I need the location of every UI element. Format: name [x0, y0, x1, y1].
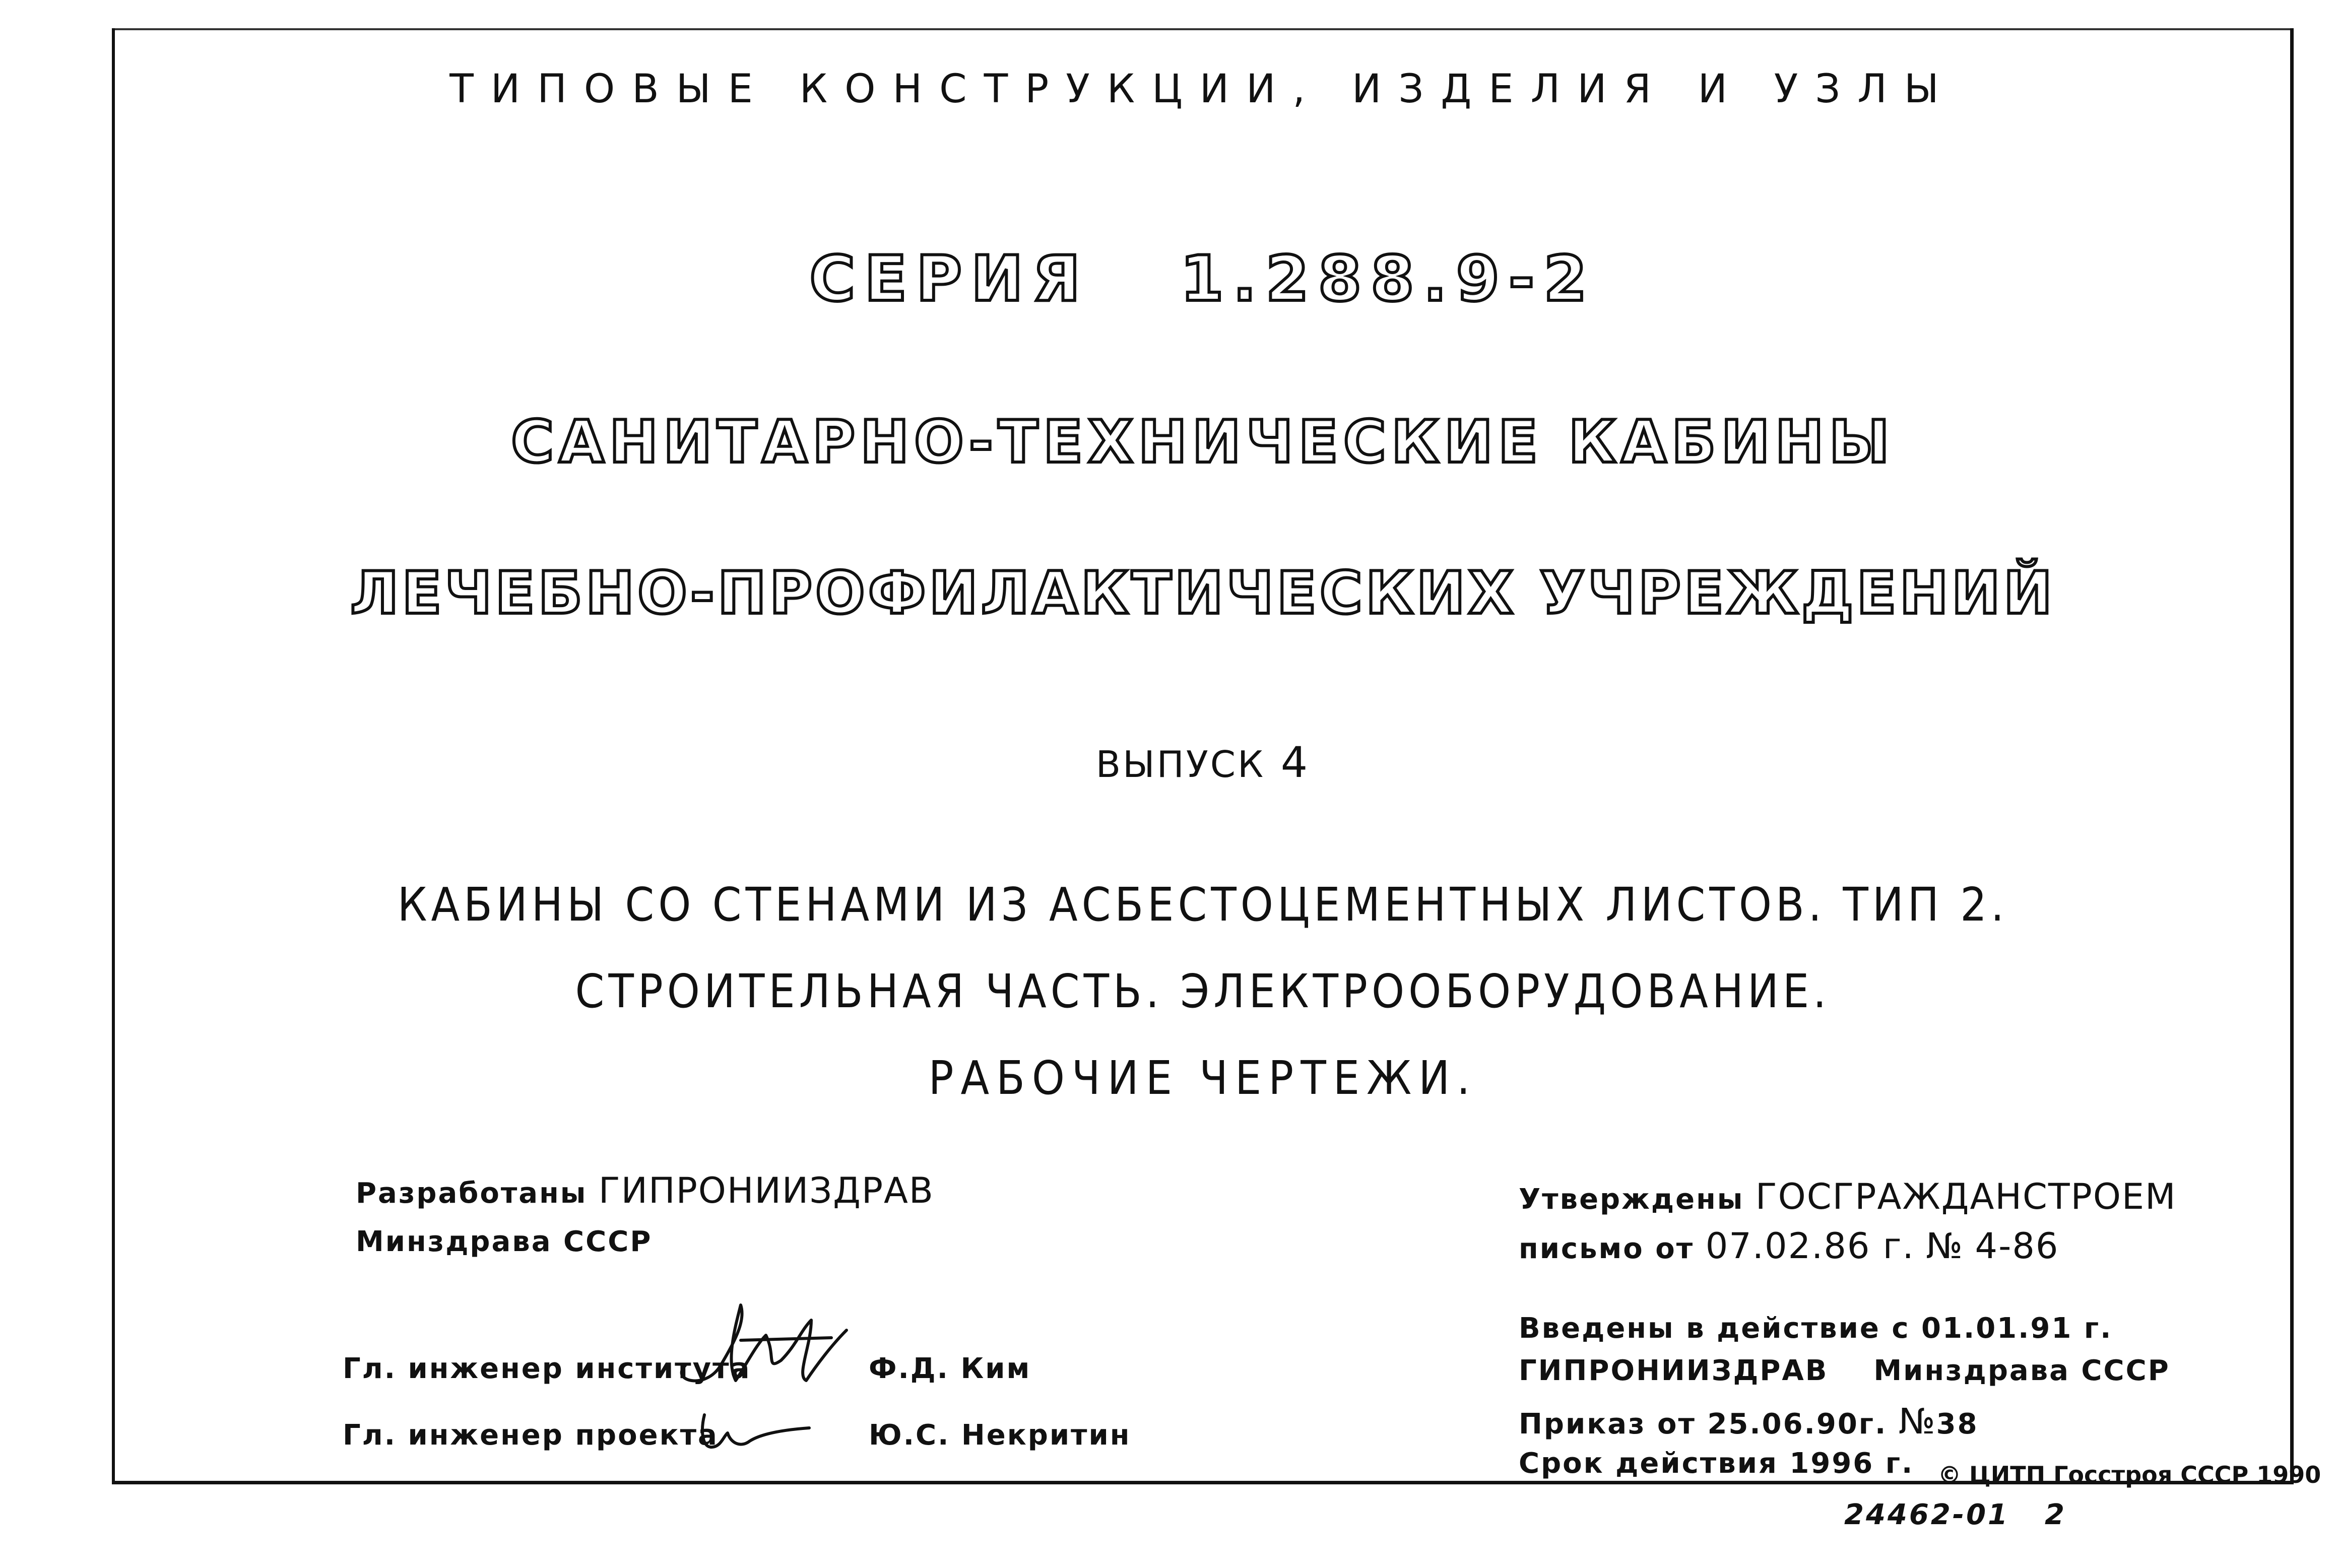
approved-org: ГОСГРАЖДАНСТРОЕМ	[1755, 1176, 2177, 1217]
validity-year: 1996 г.	[1789, 1447, 1914, 1480]
developed-label: Разработаны	[356, 1177, 588, 1210]
introduced-date	[1519, 1312, 2112, 1345]
approved-by	[1519, 1176, 2177, 1217]
issue-line	[112, 738, 2294, 787]
approved-label: Утверждены	[1519, 1183, 1744, 1216]
developed-ministry: Минздрава СССР	[356, 1225, 653, 1258]
letter-no-label: №	[1926, 1225, 1964, 1267]
series-title	[112, 243, 2294, 315]
series-number: 1.288.9-2	[1180, 243, 1596, 315]
developed-org: ГИПРОНИИЗДРАВ	[598, 1170, 934, 1211]
order-no: 38	[1936, 1408, 1979, 1441]
letter-date: 07.02.86 г.	[1705, 1225, 1915, 1267]
series-label: СЕРИЯ	[809, 243, 1090, 315]
chief-project-label: Гл. инженер проекта	[343, 1419, 719, 1452]
order-label: Приказ от	[1519, 1408, 1696, 1441]
document-number	[1844, 1498, 2066, 1531]
introduced-label: Введены в действие с	[1519, 1312, 1910, 1345]
main-title-line-1: САНИТАРНО-ТЕХНИЧЕСКИЕ КАБИНЫ	[511, 408, 1895, 476]
introduced-date-value: 01.01.91 г.	[1921, 1312, 2113, 1345]
signature-nekritin	[695, 1406, 816, 1461]
signature-kim	[665, 1290, 867, 1401]
chief-institute-label: Гл. инженер института	[343, 1352, 751, 1385]
description-line-2: СТРОИТЕЛЬНАЯ ЧАСТЬ. ЭЛЕКТРООБОРУДОВАНИЕ.	[575, 964, 1831, 1018]
introduced-ministry: Минздрава СССР	[1873, 1354, 2170, 1387]
document-category: ТИПОВЫЕ КОНСТРУКЦИИ, ИЗДЕЛИЯ И УЗЛЫ	[449, 67, 1956, 112]
letter-label: письмо от	[1519, 1232, 1695, 1265]
introduced-org-name: ГИПРОНИИЗДРАВ	[1519, 1354, 1829, 1387]
doc-number: 24462-01	[1844, 1498, 2009, 1531]
description-line-3: РАБОЧИЕ ЧЕРТЕЖИ.	[928, 1051, 1477, 1105]
main-title-line-2: ЛЕЧЕБНО-ПРОФИЛАКТИЧЕСКИХ УЧРЕЖДЕНИЙ	[350, 559, 2055, 627]
copyright: © ЦИТП Госстроя СССР 1990	[1938, 1461, 2321, 1488]
developed-by	[356, 1170, 934, 1211]
approval-letter	[1519, 1225, 2059, 1267]
validity-line	[1519, 1447, 1914, 1480]
issue-label: ВЫПУСК	[1095, 743, 1266, 786]
issue-number: 4	[1280, 738, 1310, 787]
chief-institute-name: Ф.Д. Ким	[869, 1352, 1031, 1385]
chief-project-name: Ю.С. Некритин	[869, 1419, 1131, 1452]
order-no-label: №	[1898, 1401, 1936, 1442]
introduced-org	[1519, 1354, 2170, 1387]
letter-no: 4-86	[1975, 1225, 2059, 1267]
order-date: 25.06.90г.	[1707, 1408, 1888, 1441]
sheet-number: 2	[2045, 1498, 2066, 1531]
validity-label: Срок действия	[1519, 1447, 1778, 1480]
description-line-1: КАБИНЫ СО СТЕНАМИ ИЗ АСБЕСТОЦЕМЕНТНЫХ ЛИСТОВ. ТИП 2.	[397, 878, 2008, 932]
order-line	[1519, 1401, 1979, 1442]
